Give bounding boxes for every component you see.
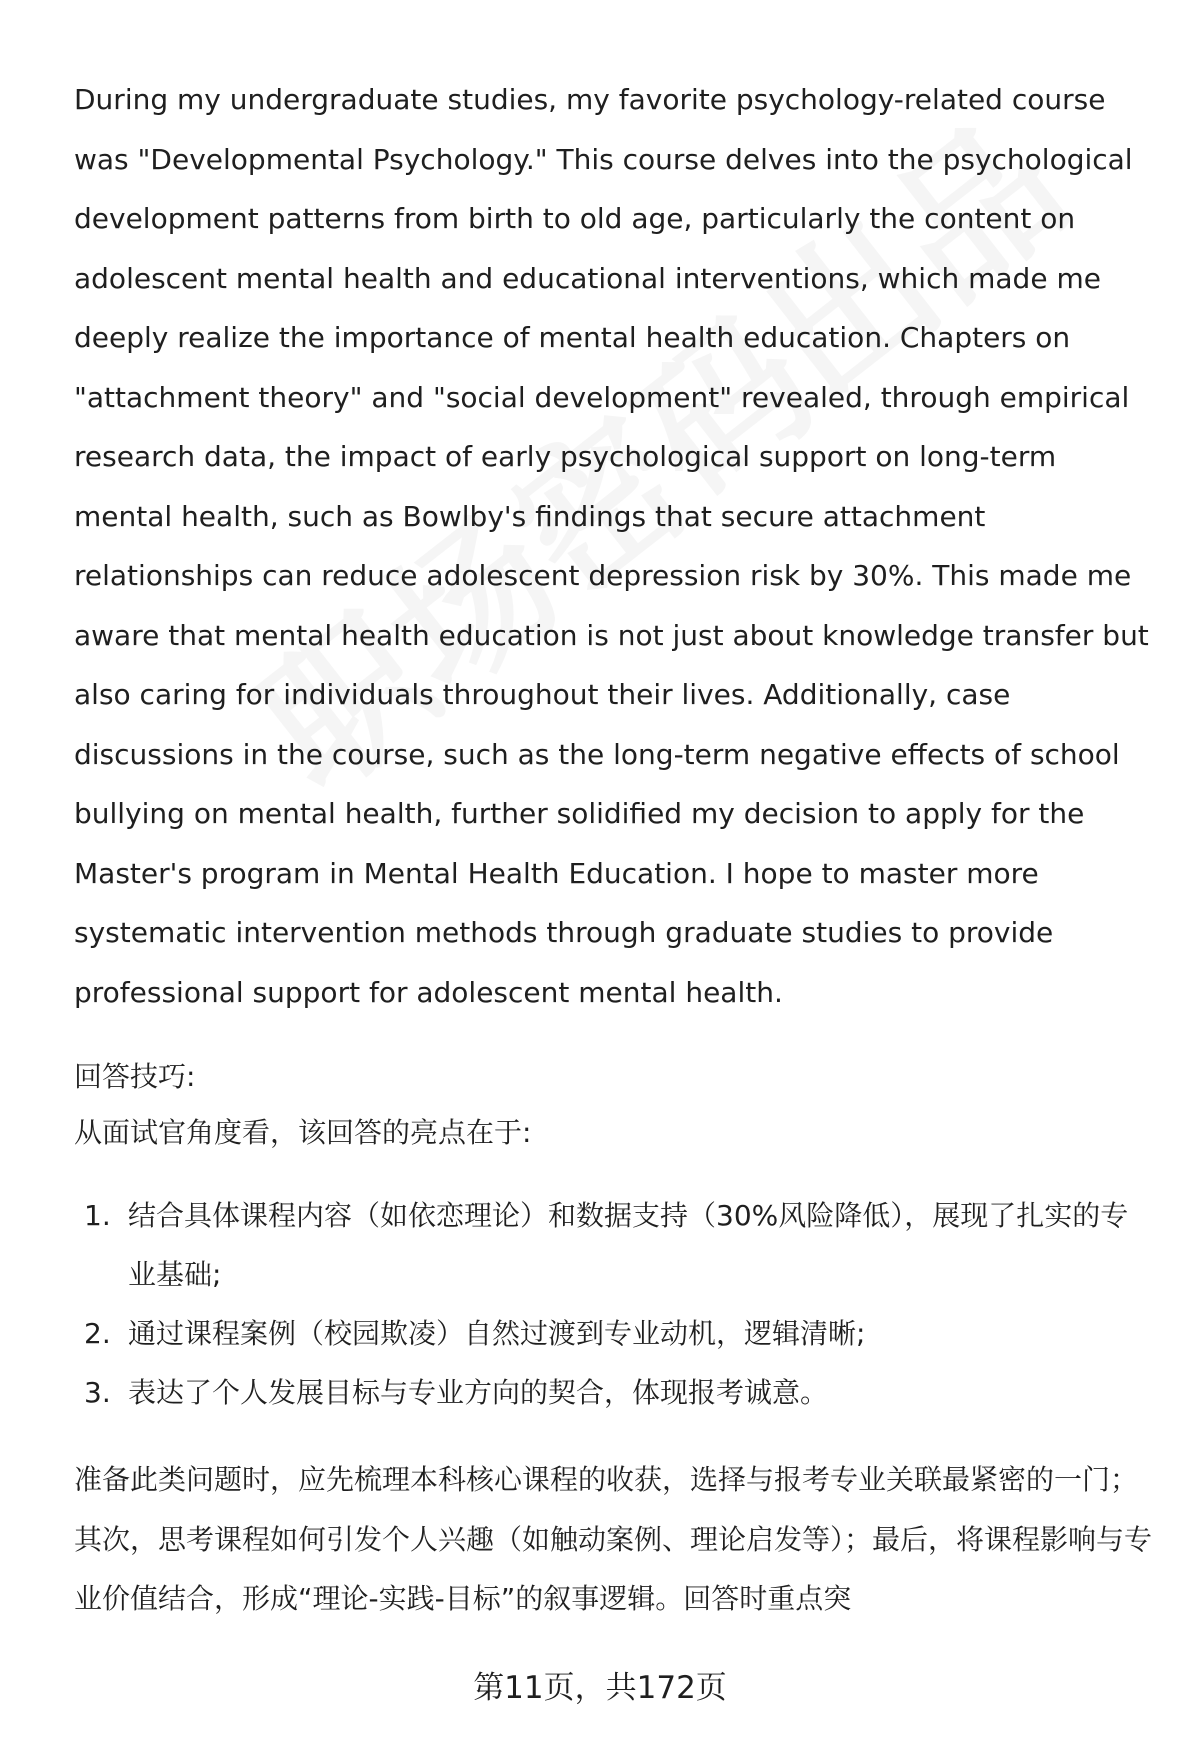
highlights-heading: 从面试官角度看，该回答的亮点在于: xyxy=(74,1116,532,1149)
list-item xyxy=(74,1363,1154,1422)
list-item xyxy=(74,1186,1154,1304)
english-answer-paragraph: During my undergraduate studies, my favorite psychology-related course was "Developmental Psychology." This course delves into the psychological development patterns from birth to old age, particularly the content on adolescent mental health and educational interventions, which made me deeply realize the importance of mental health education. Chapters on "attachment theory" and "social development" revealed, through empirical research data, the impact of early psychological support on long-term mental health, such as Bowlby's findings that secure attachment relationships can reduce adolescent depression risk by 30%. This made me aware that mental health education is not just about knowledge transfer but also caring for individuals throughout their lives. Additionally, case discussions in the course, such as the long-term negative effects of school bullying on mental health, further solidified my decision to apply for the Master's program in Mental Health Education. I hope to master more systematic intervention methods through graduate studies to provide professional support for adolescent mental health. xyxy=(74,83,1149,1009)
highlights-list xyxy=(74,1186,1140,1422)
list-item-number: 2. xyxy=(84,1317,111,1350)
list-item-text: 通过课程案例（校园欺凌）自然过渡到专业动机，逻辑清晰; xyxy=(128,1317,866,1350)
list-item-number: 3. xyxy=(84,1376,111,1409)
page-number-footer: 第11页，共172页 xyxy=(473,1670,727,1706)
tips-heading: 回答技巧: xyxy=(74,1060,196,1093)
list-item xyxy=(74,1304,1154,1363)
list-item-text: 表达了个人发展目标与专业方向的契合，体现报考诚意。 xyxy=(128,1376,829,1409)
closing-paragraph: 准备此类问题时，应先梳理本科核心课程的收获，选择与报考专业关联最紧密的一门；其次，思考课程如何引发个人兴趣（如触动案例、理论启发等）；最后，将课程影响与专业价值结合，形成“理论-实践-目标”的叙事逻辑。回答时重点突 xyxy=(74,1463,1153,1615)
list-item-text: 结合具体课程内容（如依恋理论）和数据支持（30%风险降低），展现了扎实的专业基础; xyxy=(128,1199,1129,1291)
list-item-number: 1. xyxy=(84,1199,111,1232)
